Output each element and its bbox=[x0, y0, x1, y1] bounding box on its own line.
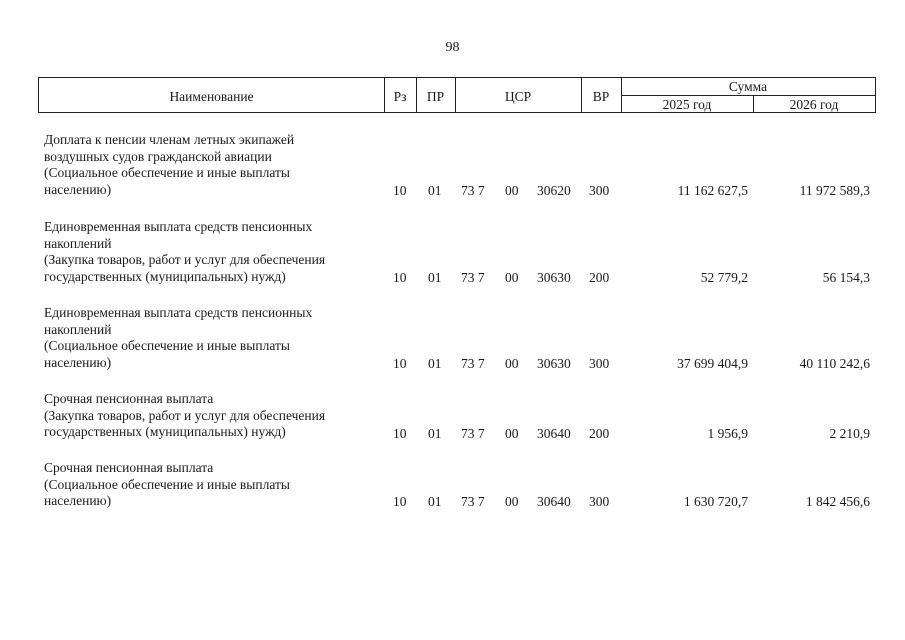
row-csr-direction: 30630 bbox=[537, 270, 571, 285]
header-sum: Сумма bbox=[728, 79, 768, 94]
row-name-line: (Социальное обеспечение и иные выплаты bbox=[44, 476, 290, 492]
header-pr: ПР bbox=[426, 89, 445, 104]
row-name-line: Единовременная выплата средств пенсионных bbox=[44, 305, 313, 320]
header-rz: Рз bbox=[393, 89, 407, 104]
row-name bbox=[44, 305, 384, 371]
row-sum-2025: 11 162 627,5 bbox=[677, 183, 748, 198]
row-csr-program: 73 7 bbox=[461, 270, 485, 285]
row-sum-2025: 1 956,9 bbox=[707, 426, 748, 441]
row-sum-2026: 11 972 589,3 bbox=[799, 183, 870, 198]
header-csr: ЦСР bbox=[504, 89, 532, 104]
row-sum-2025: 1 630 720,7 bbox=[683, 494, 748, 509]
row-csr-subprogram: 00 bbox=[505, 270, 519, 285]
row-rz: 10 bbox=[393, 426, 407, 441]
row-csr-subprogram: 00 bbox=[505, 356, 519, 371]
row-pr: 01 bbox=[428, 356, 442, 371]
row-sum-2025: 37 699 404,9 bbox=[677, 356, 748, 371]
row-name-line: государственных (муниципальных) нужд) bbox=[44, 424, 286, 439]
row-pr: 01 bbox=[428, 183, 442, 198]
row-csr-direction: 30620 bbox=[537, 183, 571, 198]
row-pr: 01 bbox=[428, 270, 442, 285]
row-name bbox=[44, 132, 384, 198]
row-csr-program: 73 7 bbox=[461, 494, 485, 509]
row-csr-direction: 30640 bbox=[537, 494, 571, 509]
header-year-2026: 2026 год bbox=[789, 97, 839, 112]
row-rz: 10 bbox=[393, 494, 407, 509]
header-name: Наименование bbox=[169, 89, 254, 104]
row-sum-2025: 52 779,2 bbox=[700, 270, 748, 285]
row-name bbox=[44, 460, 384, 510]
table-header bbox=[38, 77, 876, 113]
row-rz: 10 bbox=[393, 183, 407, 198]
row-name-line: (Социальное обеспечение и иные выплаты bbox=[44, 338, 290, 353]
row-vr: 200 bbox=[589, 426, 610, 441]
row-name bbox=[44, 219, 384, 285]
row-divider bbox=[621, 95, 875, 96]
row-csr-program: 73 7 bbox=[461, 426, 485, 441]
row-name-line: государственных (муниципальных) нужд) bbox=[44, 268, 286, 284]
row-sum-2026: 2 210,9 bbox=[829, 426, 870, 441]
row-name-line: Срочная пенсионная выплата bbox=[44, 460, 214, 475]
row-csr-program: 73 7 bbox=[461, 183, 485, 198]
row-pr: 01 bbox=[428, 426, 442, 441]
row-vr: 200 bbox=[589, 270, 610, 285]
row-name-line: (Закупка товаров, работ и услуг для обеспечения bbox=[44, 407, 326, 423]
row-vr: 300 bbox=[589, 494, 610, 509]
row-name-line: (Закупка товаров, работ и услуг для обеспечения bbox=[44, 252, 326, 267]
row-name-line: накоплений bbox=[44, 321, 112, 337]
row-rz: 10 bbox=[393, 270, 407, 285]
row-name-line: накоплений bbox=[44, 235, 112, 251]
row-name-line: воздушных судов гражданской авиации bbox=[44, 148, 272, 164]
row-vr: 300 bbox=[589, 356, 610, 371]
row-pr: 01 bbox=[428, 494, 442, 509]
row-name-line: (Социальное обеспечение и иные выплаты bbox=[44, 165, 290, 180]
row-sum-2026: 56 154,3 bbox=[822, 270, 870, 285]
header-vr: ВР bbox=[592, 89, 610, 104]
row-name bbox=[44, 391, 384, 441]
row-name-line: населению) bbox=[44, 493, 112, 508]
row-sum-2026: 1 842 456,6 bbox=[805, 494, 870, 509]
row-csr-direction: 30640 bbox=[537, 426, 571, 441]
row-rz: 10 bbox=[393, 356, 407, 371]
row-csr-program: 73 7 bbox=[461, 356, 485, 371]
page-number: 98 bbox=[445, 40, 460, 55]
row-name-line: Единовременная выплата средств пенсионных bbox=[44, 219, 313, 234]
row-name-line: населению) bbox=[44, 181, 112, 197]
row-csr-subprogram: 00 bbox=[505, 426, 519, 441]
row-csr-subprogram: 00 bbox=[505, 494, 519, 509]
row-vr: 300 bbox=[589, 183, 610, 198]
row-name-line: населению) bbox=[44, 354, 112, 370]
row-csr-subprogram: 00 bbox=[505, 183, 519, 198]
row-name-line: Срочная пенсионная выплата bbox=[44, 391, 214, 406]
row-name-line: Доплата к пенсии членам летных экипажей bbox=[44, 132, 295, 147]
row-csr-direction: 30630 bbox=[537, 356, 571, 371]
row-sum-2026: 40 110 242,6 bbox=[799, 356, 870, 371]
header-year-2025: 2025 год bbox=[662, 97, 712, 112]
